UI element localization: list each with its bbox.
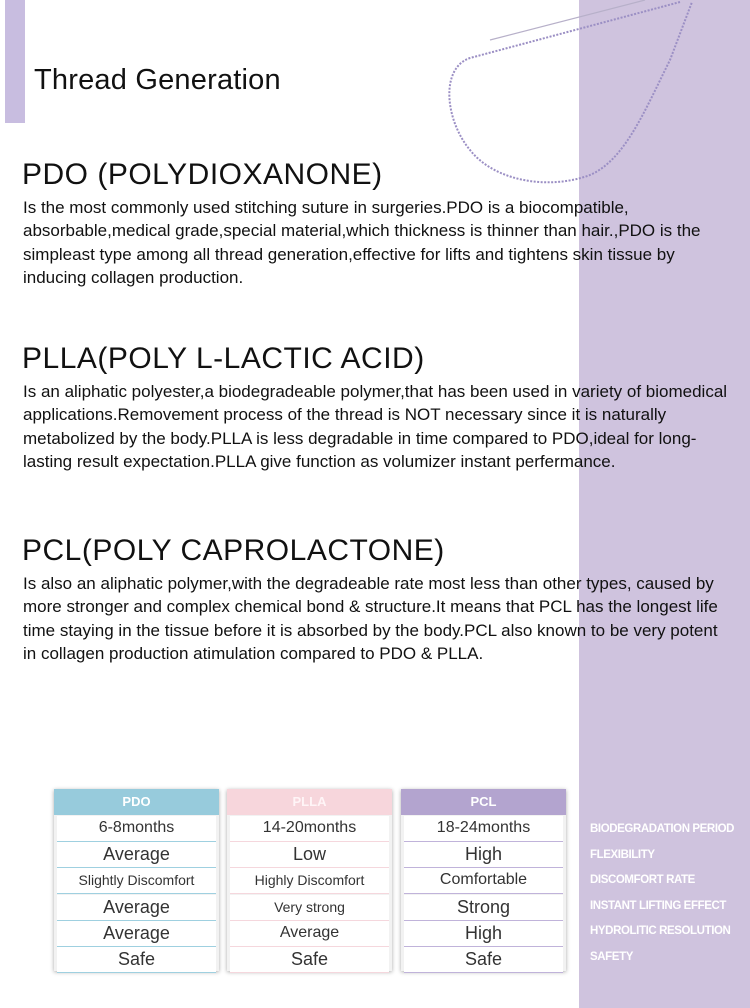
row-label: SAFETY — [590, 950, 633, 963]
section-body: Is an aliphatic polyester,a biodegradeable polymer,that has been used in variety of biomedical applications.Removement process of the thread is NOT necessary since it is naturally metabolized by the body.PLLA is less degradable in time compared to PDO,ideal for long-lasting result expectation.PLLA give function as volumizer instant perfermance. — [23, 382, 728, 472]
table-cell: High — [404, 842, 563, 868]
row-label: FLEXIBILITY — [590, 848, 655, 861]
title-accent-bar — [5, 0, 25, 123]
table-cell: Very strong — [230, 895, 389, 921]
column-header: PCL — [401, 789, 566, 815]
row-label: DISCOMFORT RATE — [590, 874, 695, 886]
column-header: PLLA — [227, 789, 392, 815]
table-cell: 18-24months — [404, 816, 563, 842]
table-cell: Comfortable — [404, 868, 563, 894]
comparison-column-pdo — [54, 789, 219, 971]
section-heading: PCL(POLY CAPROLACTONE) — [22, 534, 445, 567]
section-plla — [22, 342, 732, 474]
table-cell: Slightly Discomfort — [57, 868, 216, 894]
row-label: INSTANT LIFTING EFFECT — [590, 899, 727, 912]
table-cell: 6-8months — [57, 816, 216, 842]
section-pcl — [22, 534, 732, 666]
table-cell: Highly Discomfort — [230, 868, 389, 894]
row-label: HYDROLITIC RESOLUTION — [590, 925, 731, 937]
section-pdo — [22, 158, 732, 290]
comparison-row-labels — [590, 821, 748, 974]
table-cell: Low — [230, 842, 389, 868]
section-heading: PDO (POLYDIOXANONE) — [22, 158, 383, 191]
section-body: Is also an aliphatic polymer,with the degradeable rate most less than other types, caused by more stronger and complex chemical bond & structure.It means that PCL has the longest life time staying in the tissue before it is absorbed by the body.PCL also known to be very potent in collagen production atimulation compared to PDO & PLLA. — [23, 574, 718, 664]
comparison-column-plla — [227, 789, 392, 971]
section-heading: PLLA(POLY L-LACTIC ACID) — [22, 342, 425, 375]
page-title: Thread Generation — [34, 64, 281, 96]
section-body: Is the most commonly used stitching suture in surgeries.PDO is a biocompatible, absorbable,medical grade,special material,which thickness is thinner than hair.,PDO is the simpleast type among all thread generation,effective for lifts and tightens skin tissue by inducing collagen production. — [23, 198, 701, 288]
table-cell: Average — [57, 895, 216, 921]
table-cell: Safe — [404, 947, 563, 973]
column-header: PDO — [54, 789, 219, 815]
table-cell: Average — [230, 921, 389, 947]
table-cell: 14-20months — [230, 816, 389, 842]
table-cell: Strong — [404, 895, 563, 921]
table-cell: Average — [57, 842, 216, 868]
table-cell: High — [404, 921, 563, 947]
table-cell: Average — [57, 921, 216, 947]
table-cell: Safe — [230, 947, 389, 973]
table-cell: Safe — [57, 947, 216, 973]
comparison-column-pcl — [401, 789, 566, 971]
row-label: BIODEGRADATION PERIOD — [590, 823, 735, 835]
